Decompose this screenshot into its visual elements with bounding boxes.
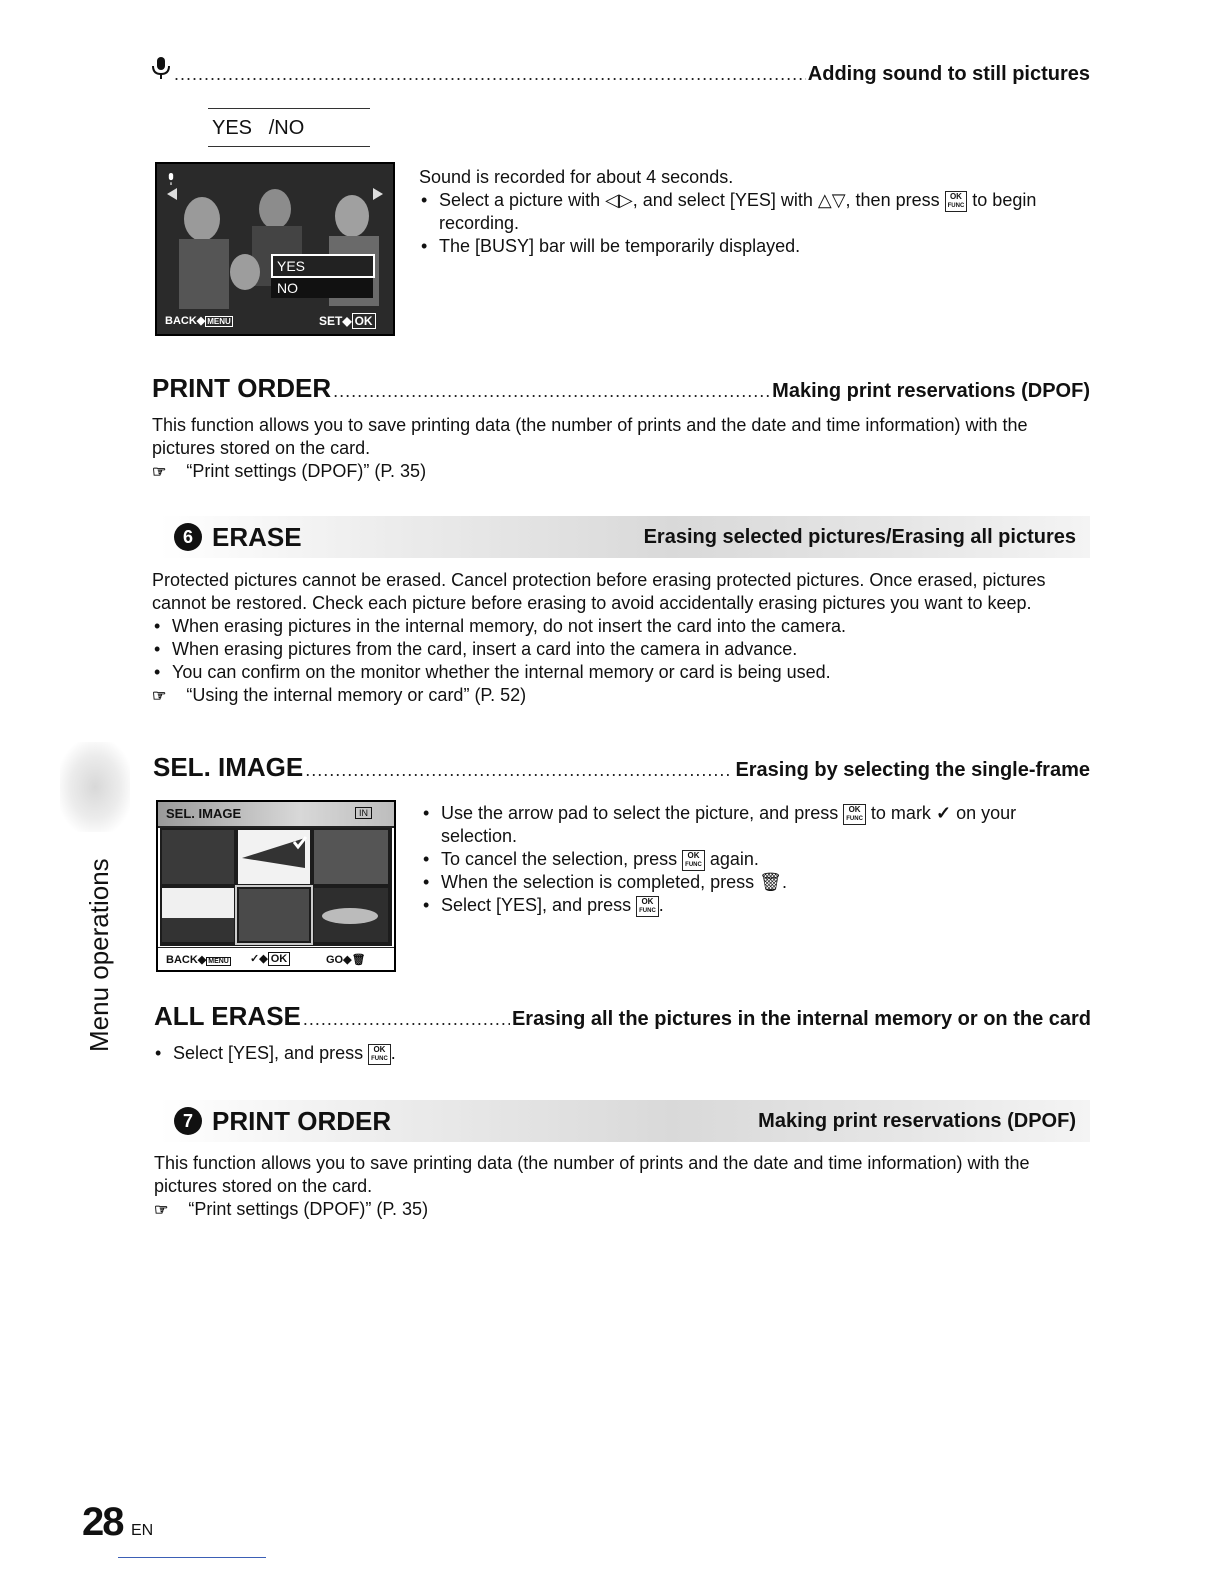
leader-dots (333, 381, 770, 402)
reference-pointer-icon: ☞ (152, 464, 167, 481)
all-erase-desc: Erasing all the pictures in the internal memory or on the card (511, 1008, 1091, 1030)
page-reference[interactable]: ☞ “Print settings (DPOF)” (P. 35) (152, 460, 1092, 484)
list-item: • Select [YES], and press OK FUNC . (153, 1042, 773, 1065)
reference-pointer-icon: ☞ (152, 688, 167, 705)
microphone-icon (150, 56, 172, 80)
list-item: • Use the arrow pad to select the picture, and press OK FUNC to mark ✓ on your selection. (421, 802, 1091, 848)
screen-title-bar: SEL. IMAGE IN (158, 802, 394, 828)
screen-footer: BACK◆ MENU ✓◆ OK GO◆🗑 (158, 947, 394, 970)
microphone-icon (165, 172, 177, 186)
erase-section-band (160, 516, 1090, 558)
set-hint: SET◆ OK (319, 314, 376, 328)
camera-screen-sound (155, 162, 395, 336)
all-erase-heading-row (154, 1001, 1091, 1032)
list-item: • When the selection is completed, press 🗑. (421, 871, 1091, 894)
print-order-section-band (160, 1100, 1090, 1142)
trash-icon: 🗑 (759, 872, 783, 892)
trash-icon: 🗑 (351, 954, 366, 966)
section-number-badge: 6 (174, 523, 202, 551)
print-order-body: This function allows you to save printing data (the number of prints and the date and time information) with the pictures stored on the card. ☞ “Print settings (DPOF)” (P. 35) (154, 1152, 1094, 1222)
page-number: 28 EN (82, 1500, 154, 1544)
sound-text (419, 166, 1089, 258)
list-item: • Select [YES], and press OK FUNC . (421, 894, 1091, 917)
sel-image-text (421, 802, 1091, 917)
internal-memory-icon: IN (355, 807, 372, 819)
back-hint: BACK◆ MENU (165, 315, 231, 327)
ok-func-button-icon: OK FUNC (636, 896, 659, 917)
leader-dots (303, 1009, 510, 1030)
page-reference[interactable]: ☞ “Using the internal memory or card” (P. 52) (152, 684, 1092, 708)
ok-func-button-icon: OK FUNC (368, 1044, 391, 1065)
ok-func-button-icon: OK FUNC (682, 850, 705, 871)
sound-heading-row (150, 56, 1090, 86)
leader-dots (174, 64, 806, 85)
thumbnail-grid (160, 828, 392, 946)
reference-pointer-icon: ☞ (154, 1202, 169, 1219)
side-tab-marker (60, 742, 130, 832)
footer-rule (118, 1557, 266, 1558)
print-order-desc: Making print reservations (DPOF) (758, 1109, 1076, 1132)
list-item: • You can confirm on the monitor whether the internal memory or card is being used. (152, 661, 1092, 684)
list-item: • When erasing pictures from the card, insert a card into the camera in advance. (152, 638, 1092, 661)
sound-options: YES /NO (208, 108, 370, 147)
erase-desc: Erasing selected pictures/Erasing all pictures (643, 525, 1076, 548)
all-erase-title: ALL ERASE (154, 1001, 301, 1031)
list-item: • The [BUSY] bar will be temporarily displayed. (419, 235, 1089, 258)
list-item: • When erasing pictures in the internal memory, do not insert the card into the camera. (152, 615, 1092, 638)
erase-title: ERASE (212, 521, 302, 552)
camera-screen-sel-image (156, 800, 396, 972)
print-order-title: PRINT ORDER (212, 1105, 392, 1136)
photo-illustration (157, 164, 393, 334)
sound-intro: Sound is recorded for about 4 seconds. (419, 167, 734, 187)
print-order-title: PRINT ORDER (152, 373, 332, 403)
section-side-label: Menu operations (84, 858, 114, 1052)
list-item: • To cancel the selection, press OK FUNC again. (421, 848, 1091, 871)
checkmark-icon: ✓ (935, 803, 952, 823)
list-item: • Select a picture with ◁▷, and select [YES] with △▽, then press OK FUNC to begin recording. (419, 189, 1089, 235)
sel-image-heading-row (153, 752, 1090, 783)
sound-heading: Adding sound to still pictures (807, 63, 1090, 85)
sel-image-title: SEL. IMAGE (153, 752, 304, 782)
print-order-body: This function allows you to save printing data (the number of prints and the date and time information) with the pictures stored on the card. ☞ “Print settings (DPOF)” (P. 35) (152, 414, 1092, 484)
no-option[interactable]: NO (271, 278, 373, 298)
leader-dots (305, 760, 733, 781)
page-reference[interactable]: ☞ “Print settings (DPOF)” (P. 35) (154, 1198, 1094, 1222)
ok-func-button-icon: OK FUNC (843, 804, 866, 825)
print-order-heading-row (152, 373, 1090, 404)
section-number-badge: 7 (174, 1107, 202, 1135)
ok-func-button-icon: OK FUNC (945, 191, 968, 212)
yes-option[interactable]: YES (271, 254, 375, 278)
sel-image-desc: Erasing by selecting the single-frame (735, 759, 1090, 781)
erase-body: Protected pictures cannot be erased. Cancel protection before erasing protected pictures. Once erased, pictures cannot be restored. Check each picture before erasing to avoid accidentally erasing pictures you want to keep. • When erasing pictures in the internal memory, do not insert the card into the camera. • When erasing pictures from the card, insert a card into the camera in advance. • You can confirm on the monitor whether the internal memory or card is being used. ☞ “Using the internal memory or card” (P. 52) (152, 569, 1092, 708)
print-order-desc: Making print reservations (DPOF) (772, 380, 1090, 402)
